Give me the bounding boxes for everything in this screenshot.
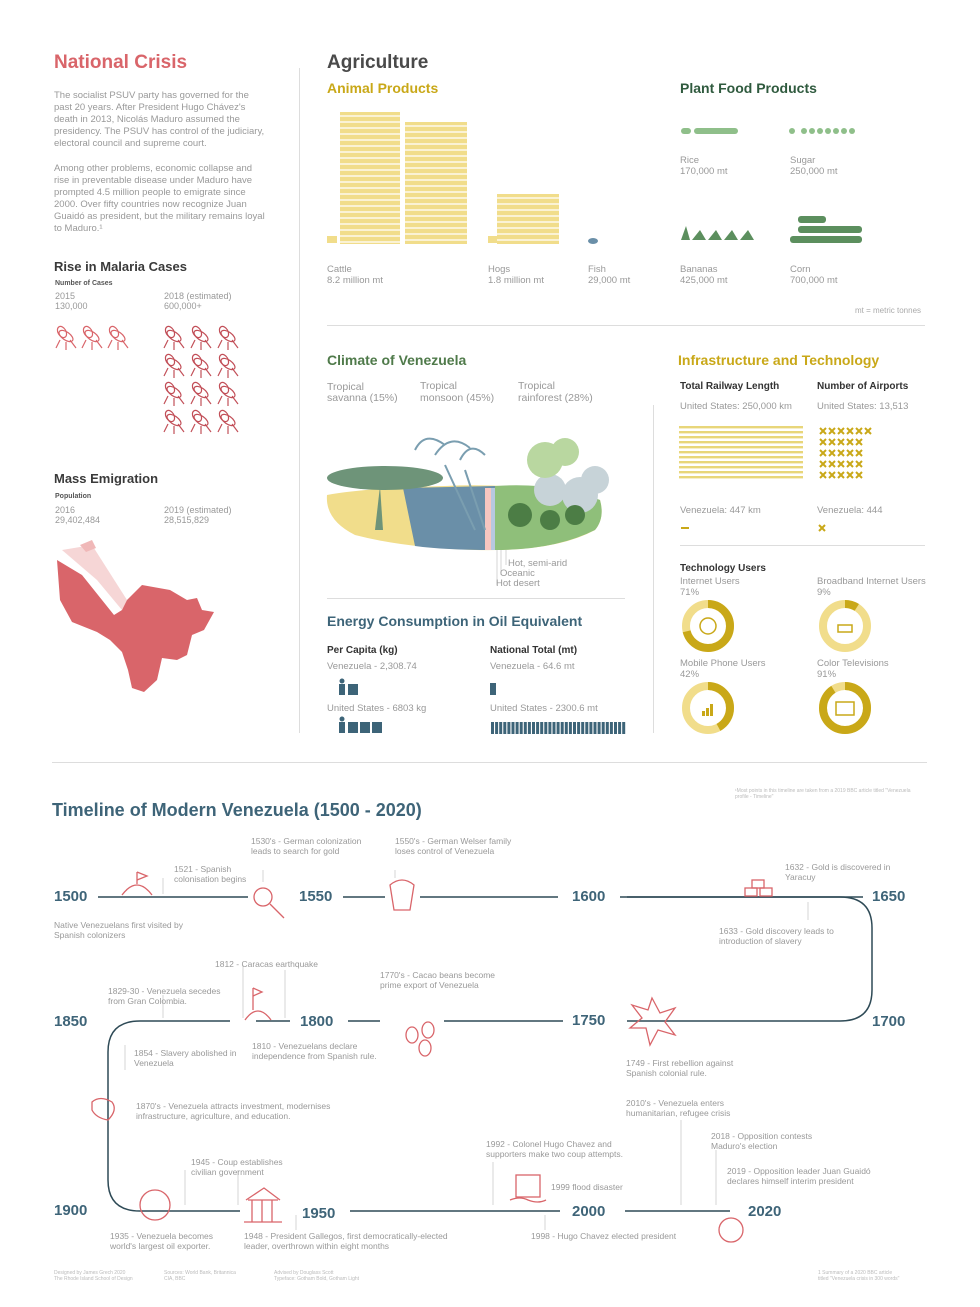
climate-illustration [325, 420, 620, 590]
national-total-label: National Total (mt) [490, 645, 578, 656]
event-1530: 1530's - German colonization leads to search for gold [251, 836, 362, 856]
event-1999: 1999 flood disaster [551, 1182, 623, 1192]
year-1800: 1800 [300, 1013, 334, 1030]
rainforest-label: Tropical [518, 380, 555, 392]
event-1935: 1935 - Venezuela becomes world's largest oil exporter. [110, 1231, 214, 1251]
tv-label: Color Televisions [817, 658, 889, 669]
tv-value: 91% [817, 669, 837, 680]
government-building-icon [244, 1188, 282, 1222]
savanna-value: savanna (15%) [327, 392, 398, 404]
hill-flag-icon [122, 885, 152, 895]
timeline-title: Timeline of Modern Venezuela (1500 - 2020) [52, 800, 422, 820]
broadband-value: 9% [817, 587, 831, 598]
cattle-bar-2 [405, 122, 467, 244]
event-1829: 1829-30 - Venezuela secedes from Gran Colombia. [108, 986, 221, 1006]
emigration-y2: 2019 (estimated) [164, 505, 232, 515]
malaria-v2: 600,000+ [164, 301, 202, 311]
corn-icon [798, 216, 826, 223]
rice-icon [681, 128, 691, 134]
internet-label: Internet Users [680, 576, 740, 587]
emigration-y1: 2016 [55, 505, 76, 515]
animal-products-chart [325, 108, 645, 248]
year-1950: 1950 [302, 1205, 336, 1222]
emigration-sub: Population [55, 493, 92, 500]
broadband-donut [816, 597, 876, 657]
rice-label: Rice [680, 155, 700, 166]
ven-rail: Venezuela: 447 km [680, 505, 761, 516]
tech-label: Technology Users [680, 563, 766, 574]
flooded-building-icon [516, 1175, 540, 1197]
banana-icon [681, 226, 754, 240]
agri-title: Agriculture [327, 52, 429, 73]
year-1650: 1650 [872, 888, 906, 905]
barrel-icon [489, 683, 499, 695]
hogs-bar [497, 194, 559, 244]
emigration-v2: 28,515,829 [164, 515, 210, 525]
year-1600: 1600 [572, 888, 606, 905]
divider-climate [327, 598, 625, 599]
year-2020: 2020 [748, 1203, 782, 1220]
timeline-note: ¹Most points in this timeline are taken from a 2019 BBC article titled "Venezuela profile - Timeline" [735, 788, 911, 800]
event-1810: 1810 - Venezuelans declare independence from Spanish rule. [252, 1041, 377, 1061]
router-icon [838, 625, 852, 632]
cattle-label: Cattle [327, 264, 352, 275]
rail-label: Total Railway Length [680, 381, 780, 392]
us-per-capita: United States - 6803 kg [327, 703, 427, 714]
event-2019: 2019 - Opposition leader Juan Guaidó declares himself interim president [727, 1166, 871, 1186]
sugar-label: Sugar [790, 155, 816, 166]
national-p2: Among other problems, economic collapse and rise in preventable disease under Maduro have prompted 4.5 million people to emigrate since 2000. Over fifty countries now recognize Juan Guaidó as president, but the military remains loyal to Maduro.¹ [54, 163, 265, 234]
credit-3b: Typeface: Gotham Bold, Gotham Light [274, 1276, 360, 1282]
globe-oil-icon [140, 1190, 170, 1220]
broadband-label: Broadband Internet Users [817, 576, 926, 587]
ven-per-capita: Venezuela - 2,308.74 [327, 661, 417, 672]
event-1500: Native Venezuelans first visited by Spanish colonizers [54, 920, 183, 940]
event-2010s: 2010's - Venezuela enters humanitarian, refugee crisis [626, 1098, 731, 1118]
barrels-row-icon [489, 722, 629, 736]
venezuela-money-icon [92, 1099, 114, 1121]
malaria-title: Rise in Malaria Cases [54, 259, 187, 274]
malaria-sub: Number of Cases [55, 280, 113, 287]
person-barrels-icon [337, 716, 387, 734]
plant-products-chart [678, 122, 878, 252]
hogs-label: Hogs [488, 264, 511, 275]
national-p1: The socialist PSUV party has governed for the past 20 years. After President Hugo Chávez's death in 2013, Nicolás Maduro assumed the presidency. The PSUV has control of the judiciary, electoral council and supreme court. [54, 90, 265, 149]
mobile-donut [679, 679, 739, 739]
credit-4: 1 Summary of a 2020 BBC article [818, 1270, 893, 1276]
event-1948: 1948 - President Gallegos, first democratically-elected leader, overthrown within eight months [244, 1231, 448, 1251]
divider-left [299, 68, 300, 733]
sugar-value: 250,000 mt [790, 166, 838, 177]
venezuela-map-icon [52, 540, 222, 695]
globe-icon [700, 618, 716, 634]
year-1750: 1750 [572, 1012, 606, 1029]
event-2018: 2018 - Opposition contests Maduro's election [711, 1131, 813, 1151]
divider-infra [680, 545, 925, 546]
tv-icon [836, 702, 854, 715]
year-1900: 1900 [54, 1202, 88, 1219]
infra-title: Infrastructure and Technology [678, 352, 880, 368]
fish-value: 29,000 mt [588, 275, 631, 286]
event-1770s: 1770's - Cacao beans become prime export of Venezuela [380, 970, 496, 990]
monsoon-label: Tropical [420, 380, 457, 392]
rail-air-chart [679, 422, 879, 487]
gold-bars-icon [745, 888, 757, 896]
emigration-v1: 29,402,484 [55, 515, 101, 525]
mosquito-icons [52, 322, 252, 437]
credit-1b: The Rhode Island School of Design [54, 1276, 133, 1282]
national-title: National Crisis [54, 52, 188, 73]
event-1812: 1812 - Caracas earthquake [215, 959, 319, 969]
air-label: Number of Airports [817, 381, 909, 392]
malaria-y2: 2018 (estimated) [164, 291, 232, 301]
event-1992: 1992 - Colonel Hugo Chavez and supporters make two coup attempts. [486, 1139, 624, 1159]
savanna-label: Tropical [327, 381, 364, 393]
monsoon-value: monsoon (45%) [420, 392, 495, 404]
event-1550s: 1550's - German Welser family loses control of Venezuela [395, 836, 512, 856]
event-1632: 1632 - Gold is discovered in Yaracuy [785, 862, 891, 882]
credit-2: Sources: World Bank, Britannica [164, 1270, 236, 1276]
climate-title: Climate of Venezuela [327, 352, 467, 368]
rice-value: 170,000 mt [680, 166, 728, 177]
mobile-value: 42% [680, 669, 700, 680]
signal-icon [702, 704, 713, 716]
internet-value: 71% [680, 587, 700, 598]
hill-flag-icon-2 [245, 1011, 271, 1020]
person-icon [719, 1218, 743, 1242]
us-rail: United States: 250,000 km [680, 401, 792, 412]
divider-timeline [52, 762, 927, 763]
corn-label: Corn [790, 264, 811, 275]
year-2000: 2000 [572, 1203, 606, 1220]
event-1749: 1749 - First rebellion against Spanish colonial rule. [626, 1058, 734, 1078]
tv-donut [816, 679, 876, 739]
corn-value: 700,000 mt [790, 275, 838, 286]
event-1521: 1521 - Spanish colonisation begins [174, 864, 247, 884]
year-1500: 1500 [54, 888, 88, 905]
divider-right [653, 405, 654, 733]
event-1633: 1633 - Gold discovery leads to introduction of slavery [719, 926, 834, 946]
us-national: United States - 2300.6 mt [490, 703, 598, 714]
event-1998: 1998 - Hugo Chavez elected president [531, 1231, 677, 1241]
credit-1: Designed by James Grech 2020 [54, 1270, 126, 1276]
us-air: United States: 13,513 [817, 401, 909, 412]
credit-2b: CIA, BBC [164, 1276, 186, 1282]
rainforest-value: rainforest (28%) [518, 392, 593, 404]
mobile-label: Mobile Phone Users [680, 658, 766, 669]
internet-donut [679, 597, 739, 657]
oceanic-label: Oceanic [500, 568, 535, 579]
emigration-title: Mass Emigration [54, 471, 159, 486]
fish-label: Fish [588, 264, 606, 275]
year-1550: 1550 [299, 888, 333, 905]
credit-4b: titled "Venezuela crisis in 300 words" [818, 1276, 900, 1282]
year-1700: 1700 [872, 1013, 906, 1030]
magnifier-icon [254, 888, 272, 906]
malaria-y1: 2015 [55, 291, 76, 301]
bananas-value: 425,000 mt [680, 275, 728, 286]
cattle-value: 8.2 million mt [327, 275, 383, 286]
ven-air: Venezuela: 444 [817, 505, 883, 516]
energy-title: Energy Consumption in Oil Equivalent [327, 613, 583, 629]
credit-3: Advised by Douglass Scott [274, 1270, 334, 1276]
hogs-value: 1.8 million mt [488, 275, 544, 286]
malaria-v1: 130,000 [55, 301, 88, 311]
animal-title: Animal Products [327, 80, 439, 96]
person-barrel-icon [337, 678, 367, 696]
event-1870s: 1870's - Venezuela attracts investment, modernises infrastructure, agriculture, and education. [136, 1101, 331, 1121]
cacao-beans-icon [406, 1027, 418, 1043]
eagle-icon [390, 880, 414, 910]
year-1850: 1850 [54, 1013, 88, 1030]
event-1945: 1945 - Coup establishes civilian government [191, 1157, 283, 1177]
divider-agri [327, 325, 925, 326]
ven-rail-air-icons [679, 522, 829, 534]
bananas-label: Bananas [680, 264, 718, 275]
plant-title: Plant Food Products [680, 80, 817, 96]
semiarid-label: Hot, semi-arid [508, 558, 568, 569]
mt-note: mt = metric tonnes [855, 306, 922, 315]
per-capita-label: Per Capita (kg) [327, 645, 398, 656]
desert-label: Hot desert [496, 578, 540, 589]
event-1854: 1854 - Slavery abolished in Venezuela [134, 1048, 237, 1068]
fish-icon [588, 238, 598, 244]
ven-national: Venezuela - 64.6 mt [490, 661, 575, 672]
